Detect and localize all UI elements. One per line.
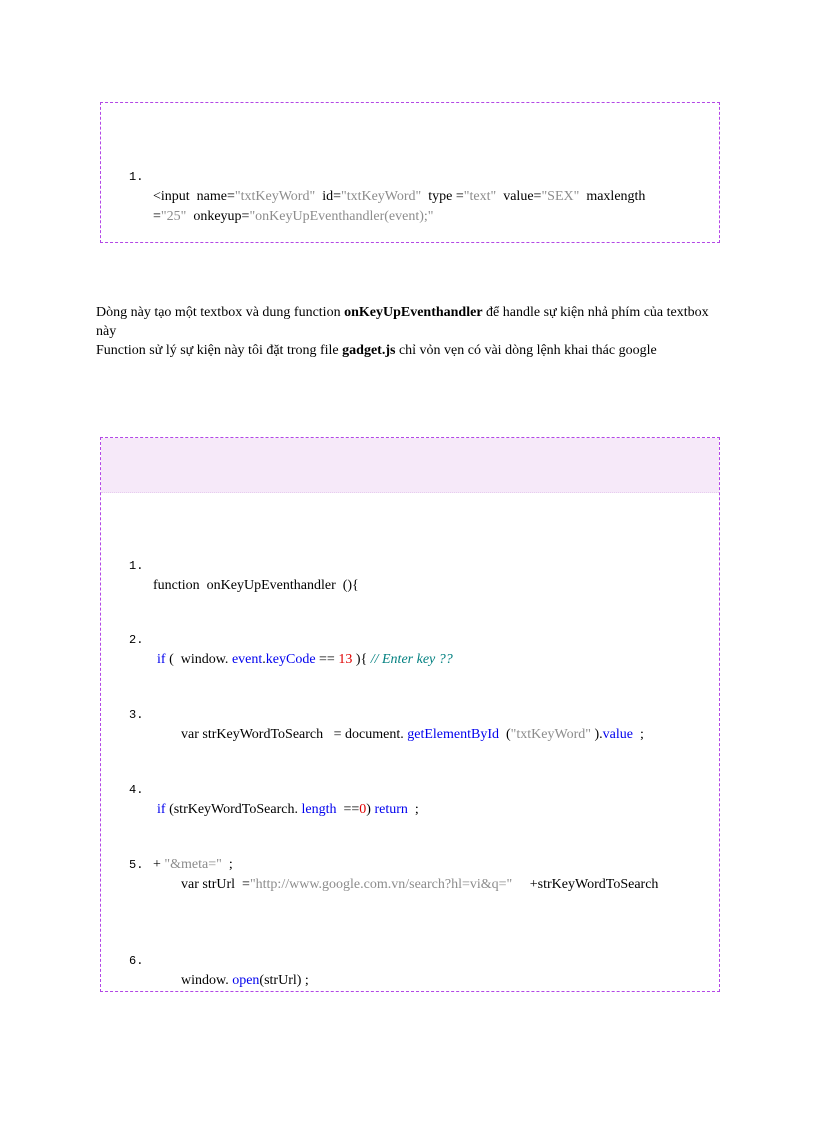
code-block-header (101, 438, 719, 493)
code-line (101, 536, 719, 616)
code-line (101, 147, 719, 227)
line-number: 2. (129, 633, 144, 647)
code-text: function onKeyUpEventhandler (){ (153, 578, 359, 593)
line-number: 3. (129, 708, 144, 722)
code-text: <input name="txtKeyWord" id="txtKeyWord" type ="text" value="SEX" maxlength ="25" onkeyup="onKeyUpEventhandler(event);" (153, 189, 646, 224)
description-paragraph: Dòng này tạo một textbox và dung function onKeyUpEventhandler để handle sự kiện nhả phím của textbox này Function sử lý sự kiện này tôi đặt trong file gadget.js chỉ vỏn vẹn có vài dòng lệnh khai thác google (96, 305, 709, 358)
code-text: var strKeyWordToSearch = document. getElementById ("txtKeyWord" ).value ; (181, 727, 644, 742)
line-number: 6. (129, 954, 144, 968)
code-block-function (100, 437, 720, 992)
code-text: if ( window. event.keyCode == 13 ){ // Enter key ?? (157, 652, 453, 667)
code-text: if (strKeyWordToSearch. length ==0) return ; (157, 802, 419, 817)
code-text: var strUrl ="http://www.google.com.vn/search?hl=vi&q=" +strKeyWordToSearch (181, 877, 659, 892)
code-text: window. open(strUrl) ; (181, 973, 309, 988)
code-line (101, 685, 719, 765)
code-line (101, 931, 719, 1011)
line-number: 1. (129, 170, 144, 184)
line-number: 1. (129, 559, 144, 573)
code-text-continued: + "&meta=" ; (153, 857, 233, 872)
code-line (101, 610, 719, 690)
code-line (101, 835, 719, 935)
code-block-input (100, 102, 720, 243)
line-number: 4. (129, 783, 144, 797)
function-name: onKeyUpEventhandler (344, 305, 483, 320)
line-number: 5. (129, 858, 144, 872)
code-line (101, 760, 719, 840)
file-name: gadget.js (342, 343, 396, 358)
